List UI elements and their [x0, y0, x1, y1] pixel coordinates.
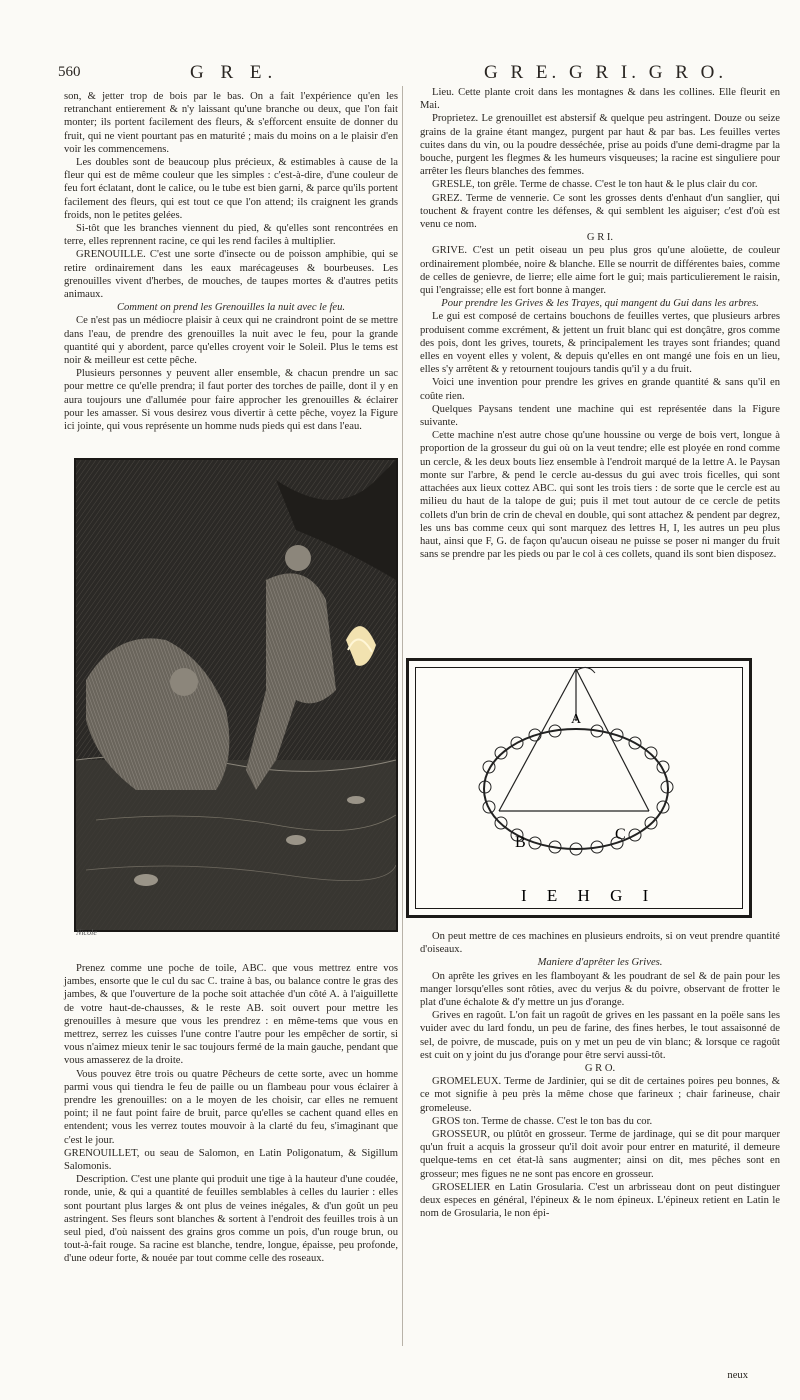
paragraph: Description. C'est une plante qui produit une tige à la hauteur d'une coudée, ronde, unie, & qui a quantité de feuilles semblables à celles du laurier : elles sont pourtant plus larges & ont plus de veines inégales, & d'un goût un peu astringent. Ses fleurs sont blanches & sortent à l'endroit des feuilles trois à un seul pied, d'où naissent des grains gros comme un pois, d'un rouge brun, ou tout-à-fait rouge. Sa racine est blanche, tendre, longue, épaisse, peu profonde, d'une odeur forte, & nouée par tout comme celle des roseaux. — [64, 1174, 398, 1265]
paragraph: Voici une invention pour prendre les grives en grande quantité & sans qu'il en coûte rien. — [420, 377, 780, 402]
frog-fishing-engraving — [74, 458, 398, 932]
diagram-bottom-letters: I E H G I — [521, 886, 657, 905]
paragraph: On peut mettre de ces machines en plusieurs endroits, si on veut prendre quantité d'oiseaux. — [420, 931, 780, 956]
entry-grive: GRIVE. C'est un petit oiseau un peu plus gros qu'une aloüette, de couleur ordinairement plombée, noire & blanche. Elle se nourrit de différentes baies, comme de celles de genievre, de lierre; elle aime fort le gui; mais particulierement le raisin, qui l'engraisse; elle est fort bonne à manger. — [420, 245, 780, 297]
section-heading: Maniere d'aprêter les Grives. — [537, 957, 663, 969]
entry-grenouillet: GRENOUILLET, ou seau de Salomon, en Latin Poligonatum, & Sigillum Salomonis. — [64, 1147, 398, 1173]
paragraph: son, & jetter trop de bois par le bas. On a fait l'expérience qu'en les retranchant entierement & n'y laissant qu'une branche ou deux, que l'on fait monter; ils portent facilement des fleurs, & s'efforcent ensuite de donner du fruit, qui ne vient pourtant pas en maturité ; mais du moins on a le plaisir d'en voir les commencemens. — [64, 91, 398, 155]
section-gro: G R O. — [584, 1063, 616, 1075]
left-column-bottom — [64, 962, 398, 1266]
entry-groselier: GROSELIER en Latin Grosularia. C'est un arbrisseau dont on peut distinguer deux especes en général, l'épineux & le nom épineux. L'épineux retient en Latin le nom de Grosularia, le non épi- — [420, 1181, 780, 1220]
right-column-top — [420, 86, 780, 561]
paragraph: Le gui est composé de certains bouchons de feuilles vertes, que plusieurs arbres produisent comme excrément, & jettent un fruit blanc qui est donçâtre, gros comme des pois, dont les grives, tourets, & principalement les trayes sont friandes; quand elles en voyent elles y volent, & depuis qu'elles en ont mangé une fois en un lieu, elles s'y arrêtent & y retournent toujours tandis qu'il y a du fruit. — [420, 311, 780, 376]
paragraph: Si-tôt que les branches viennent du pied, & qu'elles sont rencontrées en terre, elles reprennent racine, ce qui les rend faciles à multiplier. — [64, 223, 398, 248]
diagram-label-b: B — [515, 834, 526, 851]
paragraph: Cette machine n'est autre chose qu'une houssine ou verge de bois vert, longue à proportion de la grosseur du gui où on la veut tendre; elle est ployée en rond comme un cercle, & les deux bouts liez ensemble à l'endroit marqué de la lettre A. le Paysan monte sur l'arbre, & pend le cercle au-dessus du gui avec trois ficelles, qui sont attachées aux lieux cottez ABC. qui sont les trois tiers : de sorte que le cercle est au milieu du haut de la talope de gui; puis il met tout autour de ce cercle de petits collets d'un brin de crin de cheval en double, qui sont attachez & pendent par degrez, les uns bas comme ceux qui sont marquez des lettres H, I, les autres un peu plus haut, ainsi que F, G. de façon qu'aucun oiseau ne puisse se poser ni manger du fruit sans se prendre par les pieds ou par le col à ces collets, quand ils sont bien disposez. — [420, 430, 780, 561]
entry-grives-en-ragout: Grives en ragoût. L'on fait un ragoût de grives en les passant en la poële sans les vuider avec du lard fondu, un peu de farine, des fines herbes, le tout assaisonné de sel, de poivre, de muscade, puis on y met un peu de vin blanc; & lorsque ce ragoût est cuit on y joint du jus d'orange pour être servi aussi-tôt. — [420, 1010, 780, 1061]
page-number: 560 — [58, 64, 81, 80]
entry-grez: GREZ. Terme de vennerie. Ce sont les grosses dents d'enhaut d'un sanglier, qui touchent & frayent contre les défenses, & qui semblent les aiguiser; c'est d'où est venu ce nom. — [420, 192, 780, 231]
left-column-top — [64, 90, 398, 433]
section-gri: G R I. — [586, 232, 614, 244]
paragraph: Ce n'est pas un médiocre plaisir à ceux qui ne craindront point de se mettre dans l'eau, de prendre des grenouilles la nuit avec le feu, pour la grande quantité qui y abordent, parce qu'elles croyent voir le Soleil. Plus le tems est noir & meilleur est cette pêche. — [64, 315, 398, 367]
paragraph: Les doubles sont de beaucoup plus précieux, & estimables à cause de la fleur qui est de même couleur que les simples : c'est-à-dire, d'une couleur de feu fort éclatant, dont le calice, ou le tube est bien garni, & parce qu'ils portent facilement des fleurs, qui est tout ce que l'on attend; ils craignent les grands froids, non le petites gelées. — [64, 157, 398, 221]
entry-grenouille: GRENOUILLE. C'est une sorte d'insecte ou de poisson amphibie, qui se retire ordinairement dans les eaux marécageuses & bourbeuses. Les grenouilles vivent d'herbes, de mouches, de taupes mortes & d'autres petits animaux. — [64, 249, 398, 301]
entry-grosseur: GROSSEUR, ou plûtôt en grosseur. Terme de jardinage, qui se dit pour marquer qu'un fruit a acquis la grosseur qu'il doit avoir pour entrer en maturité, il demeure quelque-tems en cet état-là sans augmenter; ainsi on dit, mes pêches sont en grosseur; mes figues ne ne sont pas encore en grosseur. — [420, 1129, 780, 1180]
column-divider — [402, 86, 403, 1346]
left-running-head: G R E. — [190, 62, 279, 83]
paragraph: Quelques Paysans tendent une machine qui est représentée dans la Figure suivante. — [420, 403, 780, 429]
section-heading: Comment on prend les Grenouilles la nuit avec le feu. — [116, 302, 346, 314]
snare-drawing — [409, 661, 743, 909]
diagram-label-c: C — [615, 826, 626, 843]
diagram-label-a: A — [571, 712, 582, 727]
paragraph: Vous pouvez être trois ou quatre Pêcheurs de cette sorte, avec un homme parmi vous qui tiendra le feu de paille ou un flambeau pour vous éclairer à prendre les grenouilles: on a le moyen de les choisir, car elles ne remuent point; il ne faut point faire de bruit, parce qu'elles se cachent quand elles en entendent; vous les verrez toutes mouvoir à la clarté du feu, s'imaginant que c'est le jour. — [64, 1068, 398, 1146]
right-running-head: G R E. G R I. G R O. — [484, 62, 728, 83]
entry-gresle: GRESLE, ton grêle. Terme de chasse. C'est le ton haut & le plus clair du cor. — [432, 179, 758, 191]
catchword: neux — [727, 1370, 748, 1381]
engraving-illustration — [76, 460, 396, 930]
entry-gromeleux: GROMELEUX. Terme de Jardinier, qui se dit de certaines poires peu bonnes, & ce mot signifie à peu près la même chose que farineux ; chair farineuse, chair gromeleuse. — [420, 1076, 780, 1114]
paragraph: Prenez comme une poche de toile, ABC. que vous mettrez entre vos jambes, ensorte que le cul du sac C. traine à bas, ou balance contre le gras des jambes, & que l'ouverture de la poche soit attachée d'un côté A. à l'aiguillette de votre haut-de-chausses, & le reste AB. soit ouvert pour mettre les grenouilles à mesure que vous les prendrez : en même-tems que vous en mettrez, serrez les cuisses l'une contre l'autre pour les empêcher de sortir, si vous n'aimez mieux tenir le sac toujours fermé de la main gauche, pendant que vous amasserez de la droite. — [64, 963, 398, 1067]
paragraph: Proprietez. Le grenouillet est abstersif & quelque peu astringent. Douze ou seize grains de la graine étant mangez, purgent par haut & par bas. Les feuilles vertes cuites dans du vin, ou la poudre desséchée, prise au poids d'une demi-dragme par la bouche, purgent les flegmes & les humeurs visqueuses; la racine est singuliere pour arrêter les fleurs blanches des femmes. — [420, 113, 780, 178]
paragraph: Lieu. Cette plante croit dans les montagnes & dans les collines. Elle fleurit en Mai. — [420, 87, 780, 112]
thrush-snare-diagram — [406, 658, 752, 918]
engraver-signature: Nicole — [76, 928, 97, 937]
paragraph: On aprête les grives en les flamboyant & les poudrant de sel & de pain pour les manger lorsqu'elles sont rôties, avec du verjus & du poivre, observant de frotter le plat d'une échalote & d'y mettre un jus d'orange. — [420, 970, 780, 1009]
entry-gros-ton: GROS ton. Terme de chasse. C'est le ton bas du cor. — [432, 1115, 653, 1127]
section-heading: Pour prendre les Grives & les Trayes, qui mangent du Gui dans les arbres. — [441, 298, 759, 310]
right-column-bottom — [420, 930, 780, 1220]
paragraph: Plusieurs personnes y peuvent aller ensemble, & chacun prendre un sac pour mettre ce qu'elle prendra; il faut porter des torches de paille, dont il y en aura toujours une d'allumée pour faire approcher les grenouilles & éclairer pour les amasser. Si vous desirez vous divertir à cette pêche, voyez la Figure ici jointe, qui vous représente un homme nuds pieds qui est dans l'eau. — [64, 368, 398, 433]
